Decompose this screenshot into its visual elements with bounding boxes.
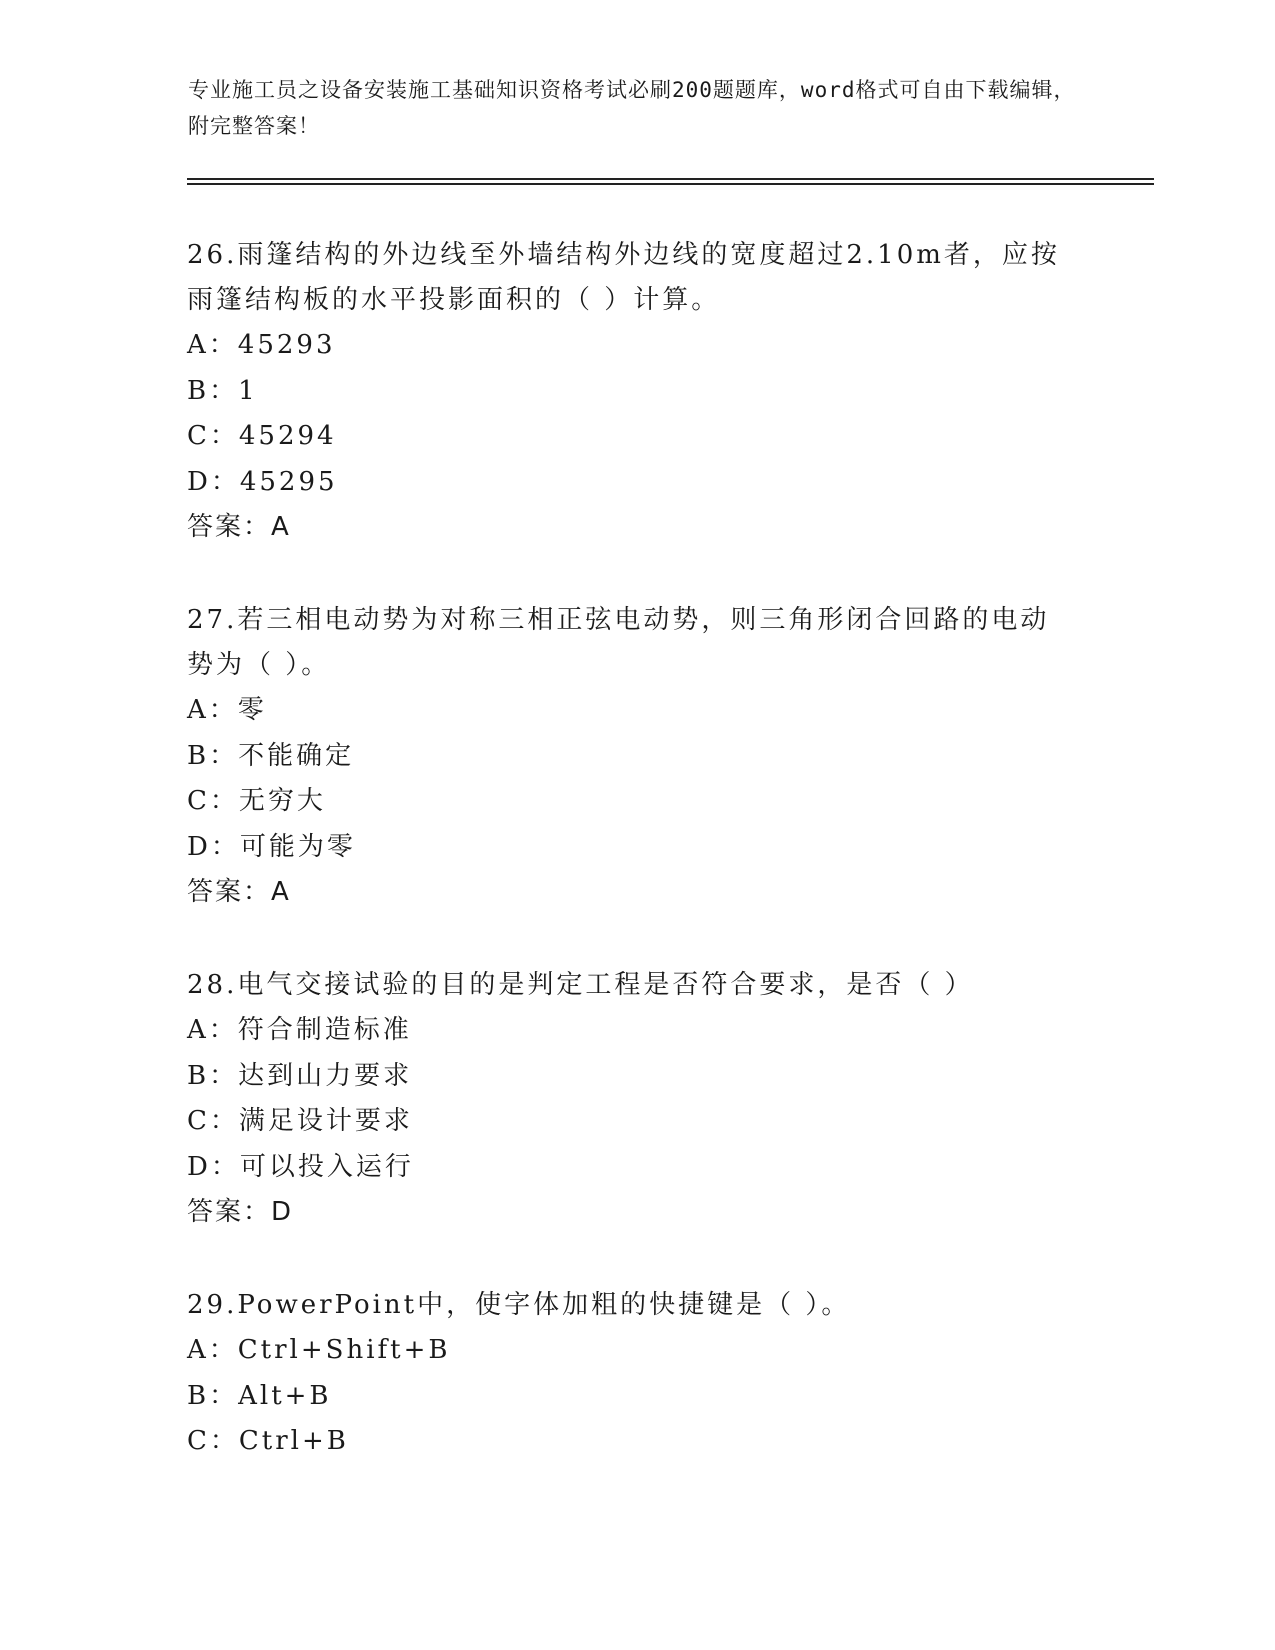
question-29 [187,1283,1077,1465]
option-b: B：Alt+B [187,1380,332,1411]
question-26 [187,233,1077,550]
option-a: A：符合制造标准 [187,1015,412,1045]
option-b: B：达到山力要求 [187,1060,413,1091]
option-a: A：Ctrl+Shift+B [187,1335,451,1365]
question-stem: 26.雨篷结构的外边线至外墙结构外边线的宽度超过2.10m者，应按雨篷结构板的水平投影面积的（ ）计算。 [187,240,1060,315]
header-divider-top [187,178,1154,180]
option-c: C：Ctrl+B [187,1426,349,1456]
option-d: D：可能为零 [187,831,356,862]
answer-line: 答案：A [187,512,291,542]
option-a: A：45293 [187,330,336,360]
question-stem: 28.电气交接试验的目的是判定工程是否符合要求，是否（ ） [187,970,974,1000]
answer-line: 答案：D [187,1197,294,1227]
option-c: C：无穷大 [187,786,326,816]
question-28 [187,963,1077,1235]
question-27 [187,598,1077,915]
header-divider-bottom [187,183,1154,185]
question-stem: 27.若三相电动势为对称三相正弦电动势，则三角形闭合回路的电动势为（ ）。 [187,605,1050,680]
option-b: B：1 [187,375,258,406]
answer-line: 答案：A [187,877,291,907]
option-d: D：可以投入运行 [187,1151,414,1182]
option-a: A：零 [187,695,267,725]
document-header: 专业施工员之设备安装施工基础知识资格考试必刷200题题库，word格式可自由下载编辑，附完整答案！ [188,78,1076,138]
option-c: C：满足设计要求 [187,1106,413,1136]
option-b: B：不能确定 [187,740,355,771]
option-d: D：45295 [187,466,338,497]
question-stem: 29.PowerPoint中，使字体加粗的快捷键是（ ）。 [187,1290,851,1320]
option-c: C：45294 [187,421,337,451]
